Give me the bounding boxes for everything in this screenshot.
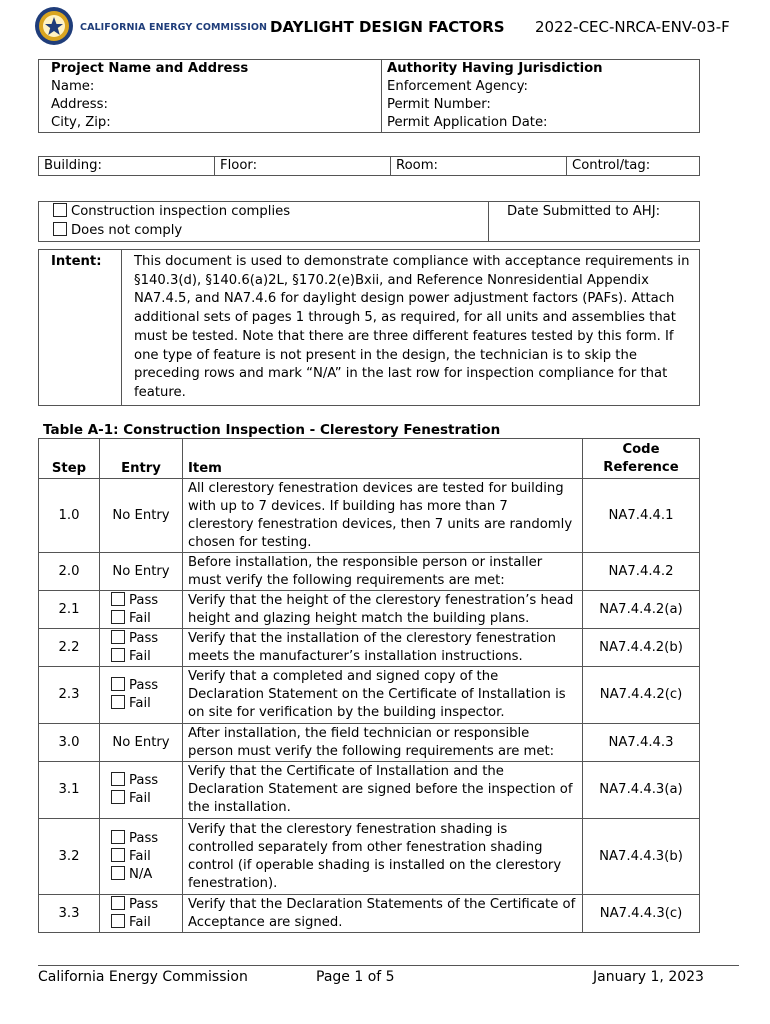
code-cell: NA7.4.4.3(b) (583, 819, 700, 895)
fail-checkbox[interactable] (111, 695, 125, 709)
not-comply-option[interactable]: Does not comply (53, 222, 488, 241)
footer-divider (38, 965, 739, 966)
item-cell: Verify that the clerestory fenestration shading is controlled separately from other fenestration shading control (if operable shading is installed on the clerestory fenestration). (183, 819, 583, 895)
entry-cell: No Entry (100, 724, 183, 762)
item-cell: Verify that the height of the clerestory fenestration’s head height and glazing height match the building plans. (183, 591, 583, 629)
fail-checkbox[interactable] (111, 610, 125, 624)
fail-option[interactable]: Fail (111, 648, 177, 666)
fail-option[interactable]: Fail (111, 790, 177, 808)
table-row (39, 819, 700, 895)
pass-option[interactable]: Pass (111, 592, 177, 610)
floor-field[interactable]: Floor: (215, 157, 391, 176)
intent-label: Intent: (39, 250, 122, 406)
footer-date: January 1, 2023 (593, 969, 704, 985)
step-header: Step (39, 439, 100, 479)
na-option[interactable]: N/A (111, 866, 177, 884)
step-cell: 3.1 (39, 762, 100, 819)
table-row (39, 553, 700, 591)
code-cell: NA7.4.4.1 (583, 479, 700, 553)
step-cell: 2.0 (39, 553, 100, 591)
location-table (38, 156, 700, 176)
permit-number-field[interactable]: Permit Number: (387, 97, 491, 112)
pass-checkbox[interactable] (111, 772, 125, 786)
item-cell: After installation, the field technician or responsible person must verify the following requirements are met: (183, 724, 583, 762)
step-cell: 1.0 (39, 479, 100, 553)
table-row (39, 895, 700, 933)
code-cell: NA7.4.4.2 (583, 553, 700, 591)
building-field[interactable]: Building: (39, 157, 215, 176)
permit-application-date-field[interactable]: Permit Application Date: (387, 115, 548, 130)
item-cell: All clerestory fenestration devices are tested for building with up to 7 devices. If building has more than 7 clerestory fenestration devices, then 7 units are randomly chosen for testing. (183, 479, 583, 553)
code-cell: NA7.4.4.3 (583, 724, 700, 762)
complies-checkbox[interactable] (53, 203, 67, 217)
na-checkbox[interactable] (111, 866, 125, 880)
ahj-heading: Authority Having Jurisdiction (387, 61, 603, 76)
control-tag-field[interactable]: Control/tag: (567, 157, 700, 176)
item-cell: Before installation, the responsible person or installer must verify the following requirements are met: (183, 553, 583, 591)
pass-option[interactable]: Pass (111, 630, 177, 648)
pass-option[interactable]: Pass (111, 896, 177, 914)
table-row (39, 724, 700, 762)
pass-checkbox[interactable] (111, 896, 125, 910)
project-name-field[interactable]: Name: (39, 78, 382, 96)
cec-seal-logo (34, 6, 74, 46)
table-caption: Table A-1: Construction Inspection - Clerestory Fenestration (43, 422, 501, 438)
fail-checkbox[interactable] (111, 648, 125, 662)
intent-box (38, 249, 700, 406)
pass-checkbox[interactable] (111, 830, 125, 844)
item-cell: Verify that the Certificate of Installation and the Declaration Statement are signed before the inspection of the installation. (183, 762, 583, 819)
complies-option[interactable]: Construction inspection complies (53, 203, 488, 222)
fail-checkbox[interactable] (111, 914, 125, 928)
project-info-table (38, 59, 700, 133)
footer-organization: California Energy Commission (38, 969, 248, 985)
table-row (39, 479, 700, 553)
code-reference-header: Code Reference (583, 439, 700, 479)
clerestory-inspection-table (38, 438, 700, 933)
item-cell: Verify that the Declaration Statements of the Certificate of Acceptance are signed. (183, 895, 583, 933)
code-cell: NA7.4.4.3(c) (583, 895, 700, 933)
pass-checkbox[interactable] (111, 630, 125, 644)
item-cell: Verify that a completed and signed copy of the Declaration Statement on the Certificate of Installation is on site for verification by the building inspector. (183, 667, 583, 724)
code-cell: NA7.4.4.2(a) (583, 591, 700, 629)
step-cell: 3.2 (39, 819, 100, 895)
entry-cell: No Entry (100, 553, 183, 591)
form-title: DAYLIGHT DESIGN FACTORS (270, 18, 505, 36)
room-field[interactable]: Room: (391, 157, 567, 176)
item-header: Item (183, 439, 583, 479)
pass-option[interactable]: Pass (111, 677, 177, 695)
enforcement-agency-field[interactable]: Enforcement Agency: (387, 79, 528, 94)
fail-option[interactable]: Fail (111, 695, 177, 713)
step-cell: 2.2 (39, 629, 100, 667)
not-comply-checkbox[interactable] (53, 222, 67, 236)
entry-header: Entry (100, 439, 183, 479)
step-cell: 3.3 (39, 895, 100, 933)
table-row (39, 591, 700, 629)
step-cell: 3.0 (39, 724, 100, 762)
pass-checkbox[interactable] (111, 592, 125, 606)
entry-cell: No Entry (100, 479, 183, 553)
fail-checkbox[interactable] (111, 790, 125, 804)
pass-checkbox[interactable] (111, 677, 125, 691)
date-submitted-field[interactable]: Date Submitted to AHJ: (507, 204, 661, 219)
item-cell: Verify that the installation of the clerestory fenestration meets the manufacturer’s installation instructions. (183, 629, 583, 667)
project-address-field[interactable]: Address: (39, 96, 382, 114)
step-cell: 2.3 (39, 667, 100, 724)
form-code: 2022-CEC-NRCA-ENV-03-F (535, 18, 730, 36)
fail-option[interactable]: Fail (111, 914, 177, 932)
project-heading: Project Name and Address (39, 60, 382, 79)
code-cell: NA7.4.4.2(b) (583, 629, 700, 667)
footer-page-number: Page 1 of 5 (316, 969, 395, 985)
table-row (39, 762, 700, 819)
fail-checkbox[interactable] (111, 848, 125, 862)
pass-option[interactable]: Pass (111, 830, 177, 848)
logo-text: CALIFORNIA ENERGY COMMISSION (80, 22, 268, 33)
pass-option[interactable]: Pass (111, 772, 177, 790)
inspection-status-table (38, 201, 700, 242)
code-cell: NA7.4.4.3(a) (583, 762, 700, 819)
code-cell: NA7.4.4.2(c) (583, 667, 700, 724)
table-row (39, 629, 700, 667)
fail-option[interactable]: Fail (111, 610, 177, 628)
table-row (39, 667, 700, 724)
fail-option[interactable]: Fail (111, 848, 177, 866)
city-zip-field[interactable]: City, Zip: (39, 114, 382, 133)
step-cell: 2.1 (39, 591, 100, 629)
intent-text: This document is used to demonstrate compliance with acceptance requirements in §140.3(d), §140.6(a)2L, §170.2(e)Bxii, and Reference Nonresidential Appendix NA7.4.5, and NA7.4.6 for daylight design power adjustment factors (PAFs). Attach additional sets of pages 1 through 5, as required, for all units and assemblies that must be tested. Note that there are three different features tested by this form. If one type of feature is not present in the design, the technician is to skip the preceding rows and mark “N/A” in the last row for inspection compliance for that feature. (134, 254, 690, 400)
